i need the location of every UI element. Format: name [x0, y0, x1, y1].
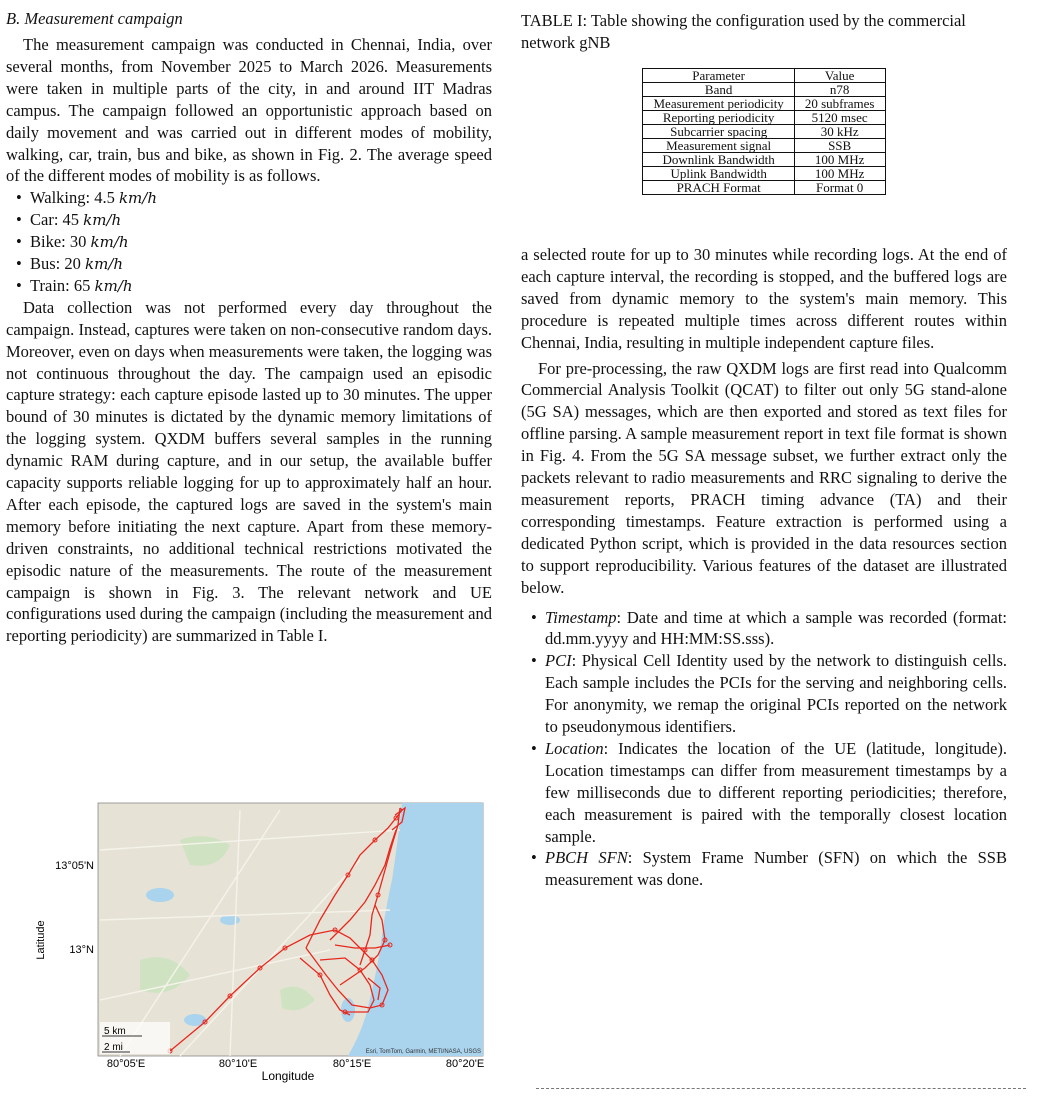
table-row	[643, 167, 885, 181]
preprocess-paragraph-2: For pre-processing, the raw QXDM logs are first read into Qualcomm Commercial Analysis Toolkit (QCAT) to filter out only 5G stand-alone (5G SA) messages, which are then exported and stored as text files for offline parsing. A sample measurement report in text file format is shown in Fig. 4. From the 5G SA message subset, we further extract only the packets relevant to radio measurements and RRC signaling to derive the measurement reports, PRACH timing advance (TA) and their corresponding timestamps. Feature extraction is performed using a dedicated Python script, which is provided in the data resources section to support reproducibility. Various features of the dataset are illustrated below.	[521, 358, 1007, 597]
speed-item: • Car: 45 km/h	[16, 209, 492, 231]
map-xlabel: Longitude	[261, 1069, 315, 1083]
table-row	[643, 97, 885, 111]
table-header: Parameter	[643, 69, 794, 83]
speed-item: • Bus: 20 km/h	[16, 253, 492, 275]
table-row	[643, 125, 885, 139]
section-heading: B. Measurement campaign	[6, 9, 183, 28]
speed-list	[6, 187, 492, 296]
map-xtick: 80°15'E	[332, 1058, 372, 1070]
table-header-row	[643, 69, 885, 83]
preprocess-paragraph-1: a selected route for up to 30 minutes while recording logs. At the end of each capture interval, the recording is stopped, and the buffered logs are saved from dynamic memory to the system's main memory. This procedure is repeated multiple times across different routes within Chennai, India, resulting in multiple independent capture files.	[521, 245, 1007, 352]
feature-item: • Timestamp: Date and time at which a sample was recorded (format: dd.mm.yyyy and HH:MM:SS.sss).	[531, 607, 1007, 651]
table-cell: Measurement periodicity	[643, 97, 794, 111]
feature-item: • PCI: Physical Cell Identity used by the network to distinguish cells. Each sample includes the PCIs for the serving and neighboring cells. For anonymity, we remap the original PCIs reported on the network to pseudonymous identifiers.	[531, 650, 1007, 738]
table-row	[643, 181, 885, 195]
table-row	[643, 111, 885, 125]
basemap	[98, 803, 483, 1056]
map-ytick: 13°05'N	[55, 860, 94, 872]
table-cell: PRACH Format	[643, 181, 794, 195]
table-cell: SSB	[794, 139, 885, 153]
table-row	[643, 153, 885, 167]
campaign-paragraph-2: Data collection was not performed every day throughout the campaign. Instead, captures were taken on non-consecutive random days. Moreover, even on days when measurements were taken, the logging was not continuous throughout the day. The campaign used an episodic capture strategy: each capture episode lasted up to 30 minutes. The upper bound of 30 minutes is dictated by the dynamic memory limitations of the logging system. QXDM buffers several samples in the running dynamic RAM during capture, and in our setup, the available buffer capacity supports reliable logging for up to approximately half an hour. After each episode, the captured logs are saved in the system's main memory before initiating the next capture. Apart from these memory-driven constraints, no additional technical restrictions motivated the episodic nature of the measurements. The route of the measurement campaign is shown in Fig. 3. The relevant network and UE configurations used during the campaign (including the measurement and reporting periodicity) are summarized in Table I.	[6, 297, 492, 646]
feature-item: • Location: Indicates the location of the UE (latitude, longitude). Location timestamps can differ from measurement timestamps by a few milliseconds due to different reporting periodicities; therefore, each measurement is paired with the temporally closest location sample.	[531, 738, 1007, 848]
table-header: Value	[794, 69, 885, 83]
table-cell: Uplink Bandwidth	[643, 167, 794, 181]
table-cell: Downlink Bandwidth	[643, 153, 794, 167]
table-cell: Reporting periodicity	[643, 111, 794, 125]
feature-item: • PBCH SFN: System Frame Number (SFN) on which the SSB measurement was done.	[531, 847, 1007, 891]
table-cell: 20 subframes	[794, 97, 885, 111]
table-cell: 100 MHz	[794, 153, 885, 167]
speed-item: • Bike: 30 km/h	[16, 231, 492, 253]
right-column	[521, 0, 1007, 891]
campaign-paragraph-1: The measurement campaign was conducted in Chennai, India, over several months, from November 2025 to March 2026. Measurements were taken in multiple parts of the city, in and around IIT Madras campus. The campaign followed an opportunistic approach based on daily movement and was carried out in different modes of mobility, walking, car, train, bus and bike, as shown in Fig. 2. The average speed of the different modes of mobility is as follows.	[6, 35, 492, 186]
table-cell: n78	[794, 83, 885, 97]
left-column	[6, 0, 492, 647]
feature-list	[521, 607, 1007, 892]
footnote-divider	[536, 1088, 1026, 1089]
map-attribution: Esri, TomTom, Garmin, METI/NASA, USGS	[365, 1049, 481, 1055]
table-row	[643, 139, 885, 153]
map-xtick: 80°20'E	[445, 1058, 485, 1070]
table-cell: 100 MHz	[794, 167, 885, 181]
speed-item: • Train: 65 km/h	[16, 275, 492, 297]
scale-bar	[100, 1022, 170, 1054]
scale-km: 5 km	[104, 1026, 126, 1037]
config-table	[642, 68, 885, 195]
map-ylabel: Latitude	[35, 920, 47, 960]
table-cell: Measurement signal	[643, 139, 794, 153]
table-cell: Subcarrier spacing	[643, 125, 794, 139]
table-cell: Format 0	[794, 181, 885, 195]
table-row	[643, 83, 885, 97]
table-caption: TABLE I: Table showing the configuration used by the commercial network gNB	[521, 11, 966, 52]
speed-item: • Walking: 4.5 km/h	[16, 187, 492, 209]
route-map-figure	[30, 800, 500, 1090]
table-cell: Band	[643, 83, 794, 97]
map-xtick: 80°10'E	[218, 1058, 258, 1070]
map-ytick: 13°N	[69, 944, 94, 956]
map-xtick: 80°05'E	[106, 1058, 146, 1070]
scale-mi: 2 mi	[104, 1042, 123, 1053]
table-cell: 30 kHz	[794, 125, 885, 139]
table-cell: 5120 msec	[794, 111, 885, 125]
